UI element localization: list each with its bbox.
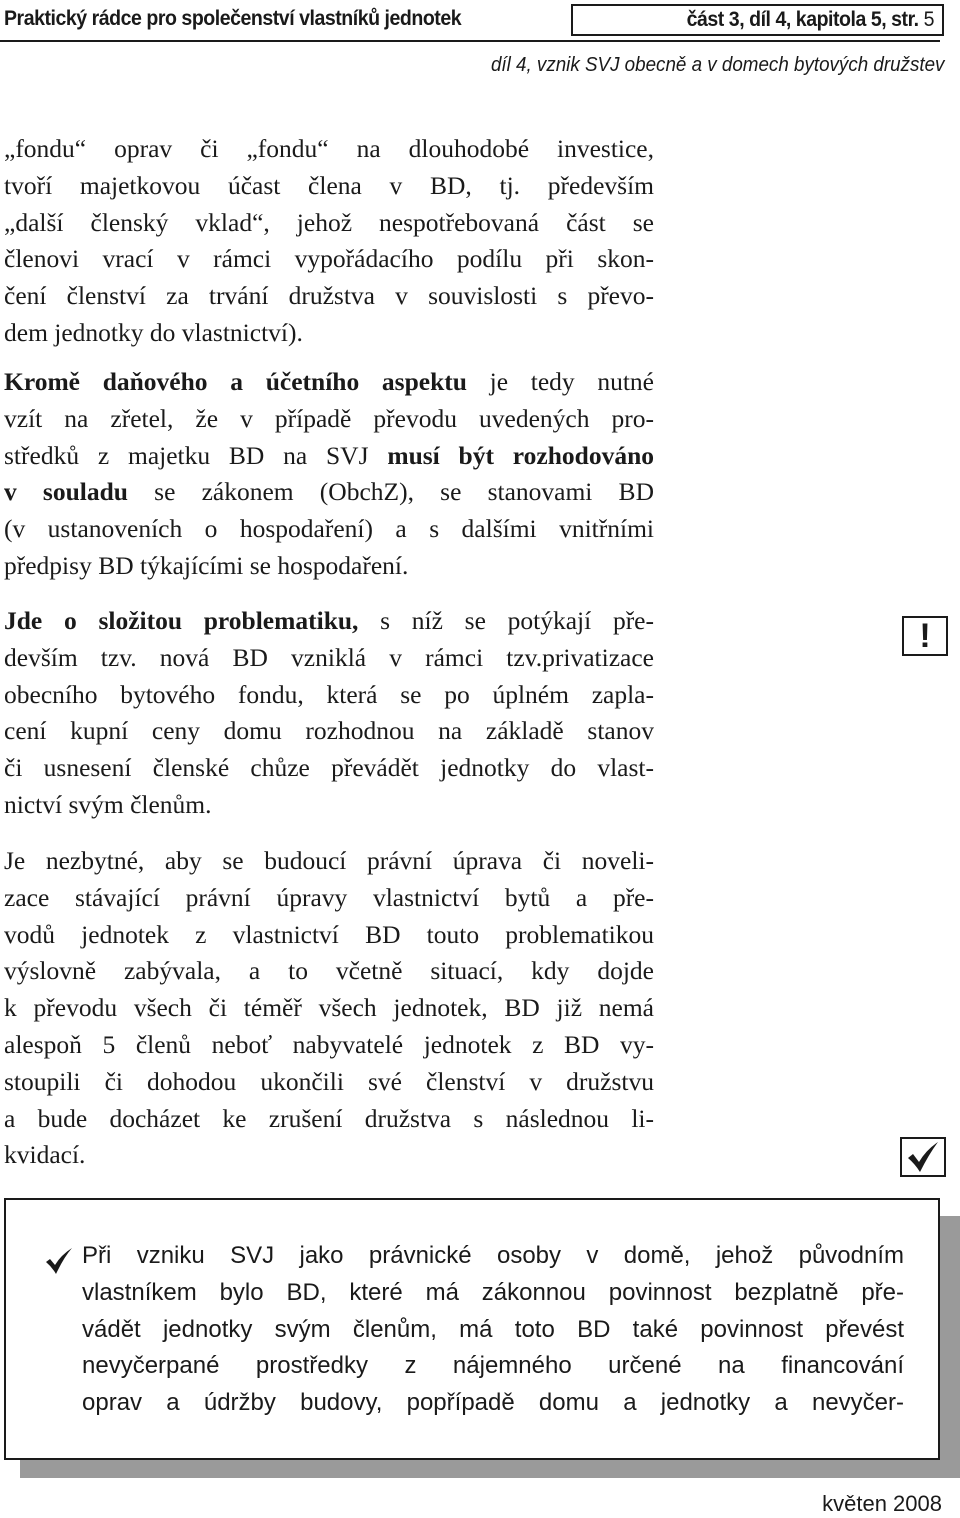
text-line: „fondu“ oprav či „fondu“ na dlouhodobé investice, bbox=[4, 134, 654, 163]
text-line: a bude docházet ke zrušení družstva s následnou li- bbox=[4, 1103, 654, 1133]
text-line: předpisy BD týkajícími se hospodaření. bbox=[4, 550, 409, 580]
chapter-subtitle: díl 4, vznik SVJ obecně a v domech bytových družstev bbox=[490, 54, 944, 76]
section-box bbox=[571, 4, 944, 36]
emphasis-text: v souladu bbox=[4, 477, 128, 507]
section-label bbox=[687, 6, 934, 34]
page-number: 5 bbox=[923, 8, 934, 31]
text-line: čení členství za trvání družstva v souvislosti s převo- bbox=[4, 281, 654, 311]
paragraph-1 bbox=[4, 131, 654, 352]
note-line: vlastníkem bylo BD, které má zákonnou povinnost bezplatně pře- bbox=[82, 1278, 904, 1306]
text-line bbox=[4, 474, 654, 511]
footer-date: květen 2008 bbox=[822, 1491, 942, 1516]
text-line: obecního bytového fondu, která se po úplném zapla- bbox=[4, 679, 654, 709]
text-line: dem jednotky do vlastnictví). bbox=[4, 317, 303, 347]
exclamation-icon bbox=[902, 616, 948, 656]
text-line: vzít na zřetel, že v případě převodu uvedených pro- bbox=[4, 403, 654, 433]
checkmark-icon bbox=[44, 1246, 74, 1276]
note-line: Při vzniku SVJ jako právnické osoby v domě, jehož původním bbox=[82, 1242, 904, 1269]
emphasis-text: musí být rozhodováno bbox=[387, 440, 654, 470]
checkmark-icon bbox=[900, 1137, 946, 1177]
exclamation-glyph: ! bbox=[919, 617, 931, 655]
text-line: či usnesení členské chůze převádět jednotky do vlast- bbox=[4, 753, 654, 783]
note-line: nevyčerpané prostředky z nájemného určené na financování bbox=[82, 1352, 904, 1380]
emphasis-text: Kromě daňového a účetního aspektu bbox=[4, 367, 467, 396]
text-line: k převodu všech či téměř všech jednotek, BD již nemá bbox=[4, 993, 654, 1023]
text-line: stoupili či dohodou ukončili své členství v družstvu bbox=[4, 1066, 654, 1096]
text-run: se zákonem (ObchZ), se stanovami BD bbox=[127, 477, 654, 507]
text-line: „další členský vklad“, jehož nespotřebovaná část se bbox=[4, 207, 654, 237]
note-line: oprav a údržby budovy, popřípadě domu a jednotky a nevyčer- bbox=[82, 1389, 904, 1417]
header-title: Praktický rádce pro společenství vlastníků jednotek bbox=[4, 7, 462, 30]
text-line: Je nezbytné, aby se budoucí právní úprava či noveli- bbox=[4, 846, 654, 875]
paragraph-3 bbox=[4, 603, 654, 824]
section-ref: část 3, díl 4, kapitola 5, str. bbox=[686, 8, 919, 31]
text-line bbox=[4, 364, 654, 401]
text-line bbox=[4, 438, 654, 475]
note-line: vádět jednotky svým členům, má toto BD také povinnost převést bbox=[82, 1315, 904, 1343]
text-line bbox=[4, 603, 654, 640]
text-line: výslovně zabývala, a to včetně situací, kdy dojde bbox=[4, 956, 654, 986]
text-line: kvidací. bbox=[4, 1140, 86, 1170]
paragraph-4 bbox=[4, 843, 654, 1174]
emphasis-text: Jde o složitou problematiku, bbox=[4, 606, 359, 635]
paragraph-2 bbox=[4, 364, 654, 585]
text-run: je tedy nutné bbox=[466, 367, 655, 396]
text-line: devším tzv. nová BD vzniklá v rámci tzv.privatizace bbox=[4, 642, 654, 672]
text-line: nictví svým členům. bbox=[4, 789, 212, 819]
note-text bbox=[82, 1238, 904, 1422]
text-line: zace stávající právní úpravy vlastnictví bytů a pře- bbox=[4, 882, 654, 912]
note-box bbox=[4, 1198, 940, 1460]
text-line: tvoří majetkovou účast člena v BD, tj. především bbox=[4, 170, 654, 200]
text-line: (v ustanoveních o hospodaření) a s dalšími vnitřními bbox=[4, 514, 654, 544]
text-line: cení kupní ceny domu rozhodnou na základě stanov bbox=[4, 716, 654, 746]
checkmark-icon-graphic bbox=[904, 1140, 942, 1174]
header-rule bbox=[0, 40, 940, 42]
text-line: alespoň 5 členů neboť nabyvatelé jednotek z BD vy- bbox=[4, 1029, 654, 1059]
text-run: středků z majetku BD na SVJ bbox=[4, 440, 388, 470]
text-line: vodů jednotek z vlastnictví BD touto problematikou bbox=[4, 919, 654, 949]
text-line: členovi vrací v rámci vypořádacího podílu při skon- bbox=[4, 244, 654, 274]
text-run: s níž se potýkají pře- bbox=[358, 606, 654, 635]
